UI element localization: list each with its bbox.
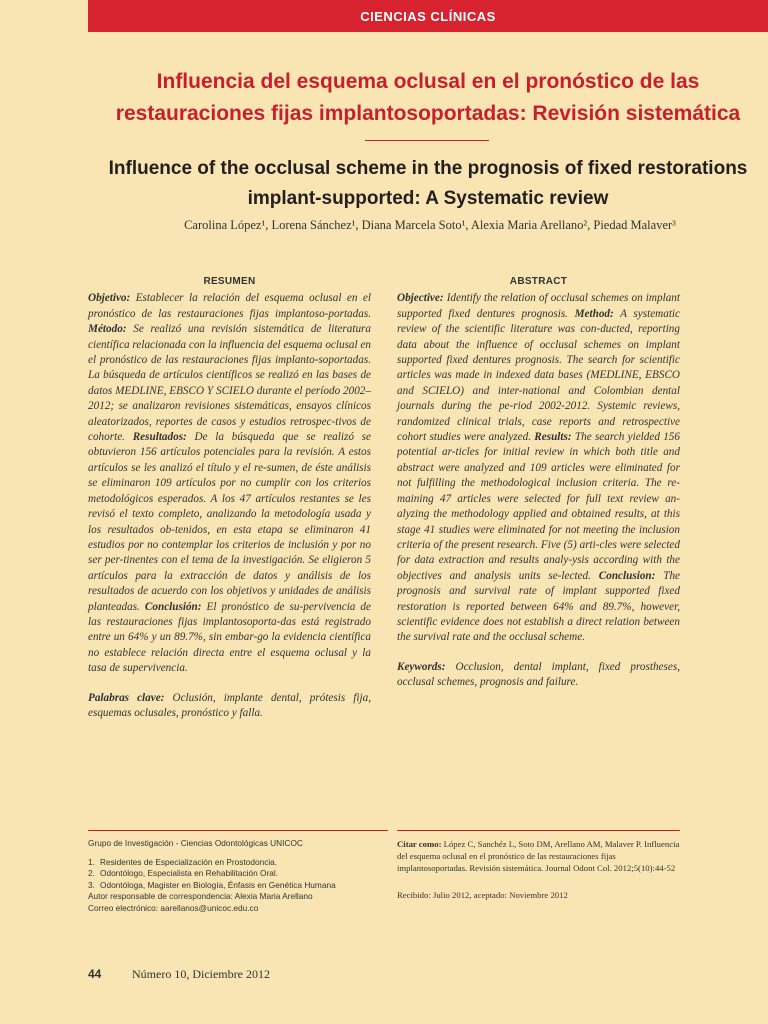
footnote-text: Odontóloga, Magister en Biología, Énfasis en Genética Humana	[100, 879, 336, 890]
corresponding-author: Autor responsable de correspondencia: Alexia Maria Arellano	[88, 891, 313, 901]
footnote-divider-left	[88, 830, 388, 831]
title-english: Influence of the occlusal scheme in the prognosis of fixed restorations implant-supported: A Systematic review	[108, 158, 748, 209]
footnote-number: 2.	[88, 868, 95, 878]
objective-label: Objective:	[397, 292, 444, 305]
section-label: CIENCIAS CLÍNICAS	[360, 8, 496, 24]
affiliation-footnotes	[88, 838, 388, 914]
metodo-label: Método:	[88, 323, 127, 336]
footnote-item	[88, 857, 388, 869]
footnote-number: 3.	[88, 879, 95, 890]
author-list: Carolina López¹, Lorena Sánchez¹, Diana Marcela Soto¹, Alexia Maria Arellano², Piedad Malaver³	[184, 218, 676, 232]
resultados-text: De la búsqueda que se realizó se obtuvieron 156 artículos potenciales para la revisión. A estos artículos se les analizó el título y el re-sumen, de éste análisis se eliminaron 109 artículos por no cumplir con los criterios metodológicos esperados. A los 47 artículos restantes se les revisó el texto completo, analizando la metodología usada y los resultados ob-tenidos, en esta etapa se eliminaron 41 estudios por no contemplar los criterios de inclusión y por no ser per-tinentes con el tema de la investigación. Se eligieron 5 artículos para la extracción de datos y análisis de los resultados de acuerdo con los objetivos y unidades de análisis planteadas.	[88, 431, 371, 613]
results-label: Results:	[534, 431, 572, 444]
keywords-label: Keywords:	[397, 660, 446, 673]
objective-text: Identify the relation of occlusal schemes on implant supported fixed dentures prognosis.	[397, 292, 680, 320]
footnote-text: Odontólogo, Especialista en Rehabilitación Oral.	[100, 868, 279, 878]
abstract-column	[397, 274, 680, 691]
citation	[397, 838, 680, 875]
footnote-item	[88, 868, 388, 880]
conclusion-es-label: Conclusión:	[144, 600, 202, 613]
palabras-clave-label: Palabras clave:	[88, 691, 165, 704]
citation-text: López C, Sanchéz L, Soto DM, Arellano AM, Malaver P. Influencia del esquema oclusal en el pronóstico de las restauraciones fijas implantosoportadas. Revisión sistemática. Journal Odont Col. 2012;5(10):44-52	[397, 839, 680, 874]
metodo-text: Se realizó una revisión sistemática de literatura científica relacionada con la influencia del esquema oclusal en el pronóstico de las restauraciones fijas implanto-soportadas. La búsqueda de artículos científicos se realizó en las bases de datos MEDLINE, EBSCO Y SCIELO durante el período 2002–2012; se analizaron revisiones sistemáticas, ensayos clínicos aleatorizados, reportes de casos y estudios retrospec-tivos de cohorte.	[88, 323, 371, 444]
results-text: The search yielded 156 potential ar-ticles for initial review in which both title and abstract were analyzed and 109 articles were eliminated for not fulfilling the methodological inclusion criteria. The re-maining 47 articles were selected for full text review an-alyzing the methodology applied and obtained results, at this stage 41 studies were eliminated for not meeting the inclusion criteria of the present research. Five (5) arti-cles were selected for data extraction and results analy-ysis according with the objectives and analysis units se-lected.	[397, 431, 680, 582]
abstract-body	[397, 291, 680, 645]
issue-info: Número 10, Diciembre 2012	[132, 967, 270, 981]
received-dates: Recibido: Julio 2012, aceptado: Noviembre 2012	[397, 889, 568, 900]
citation-block	[397, 838, 680, 901]
palabras-clave-text: Oclusión, implante dental, prótesis fija, esquemas oclusales, pronóstico y falla.	[88, 691, 371, 719]
conclusion-en-label: Conclusion:	[598, 569, 656, 582]
conclusion-en-text: The prognosis and survival rate of implant supported fixed restoration is reported between 64% and 89.7%, however, scientific evidence does not establish a direct relation between the survival rate and the occlusal scheme.	[397, 569, 680, 644]
page-number: 44	[88, 967, 102, 981]
section-header	[88, 0, 768, 32]
footnote-divider-right	[397, 830, 680, 831]
title-spanish: Influencia del esquema oclusal en el pronóstico de las restauraciones fijas implantosoportadas: Revisión sistemática	[115, 70, 741, 125]
resumen-column	[88, 274, 371, 721]
resumen-body	[88, 291, 371, 676]
contact-email: Correo electrónico: aarellanos@unicoc.edu.co	[88, 902, 259, 913]
objetivo-label: Objetivo:	[88, 292, 131, 305]
footnote-text: Residentes de Especialización en Prostodoncia.	[100, 856, 278, 867]
palabras-clave	[88, 691, 371, 722]
footnote-item	[88, 880, 388, 892]
footnote-number: 1.	[88, 856, 95, 867]
page-footer	[88, 967, 488, 982]
abstract-heading: ABSTRACT	[509, 276, 568, 287]
citation-label: Citar como:	[397, 839, 442, 849]
method-text: A systematic review of the scientific literature was con-ducted, reporting data about the influence of occlusal schemes on implant supported fixed dentures prognosis. The search for scientific articles was made in indexed data bases (MEDLINE, EBSCO and SCIELO) and inter-national and Colombian dental journals during the pe-riod 2002-2012. Systemic reviews, randomized clinical trials, case reports and retrospective cohort studies were analyzed.	[397, 307, 681, 444]
resumen-heading: RESUMEN	[203, 276, 256, 287]
method-label: Method:	[574, 307, 614, 320]
keywords	[397, 660, 680, 691]
resultados-label: Resultados:	[132, 431, 187, 444]
title-divider	[365, 140, 489, 141]
objetivo-text: Establecer la relación del esquema oclusal en el pronóstico de las restauraciones fijas implantoso-portadas.	[88, 292, 371, 320]
conclusion-es-text: El pronóstico de su-pervivencia de las restauraciones fijas implantosoporta-das está registrado entre un 64% y un 89.7%, sin embar-go la evidencia científica no establece relación directa entre el esquema oclusal y la tasa de supervivencia.	[88, 600, 371, 675]
research-group: Grupo de Investigación - Ciencias Odontológicas UNICOC	[88, 838, 303, 848]
keywords-text: Occlusion, dental implant, fixed prostheses, occlusal schemes, prognosis and failure.	[397, 660, 680, 689]
